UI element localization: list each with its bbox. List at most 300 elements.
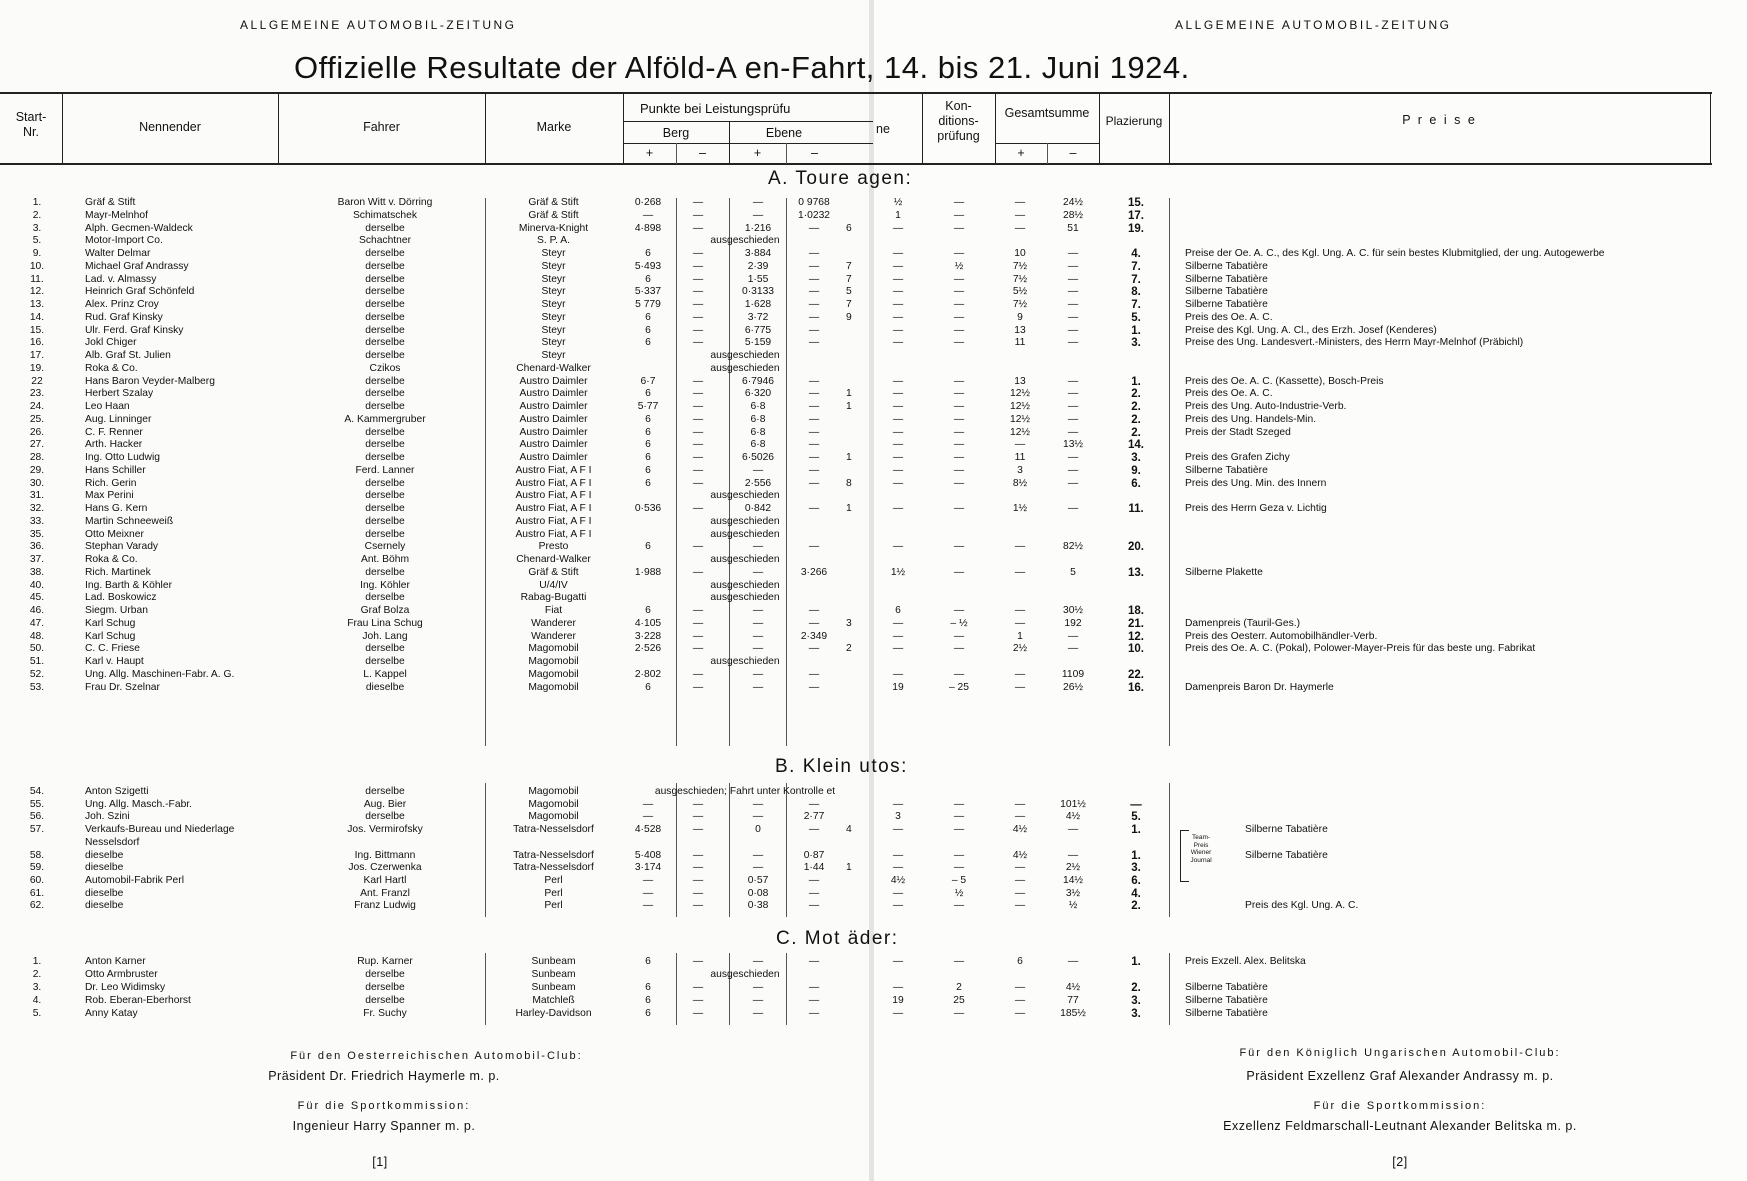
cell-berg-minus: — — [692, 1007, 704, 1019]
footer-right-name: Exzellenz Feldmarschall-Leutnant Alexander Belitska m. p. — [1223, 1119, 1577, 1133]
cell-preise: Preise des Kgl. Ung. A. Cl., des Erzh. Josef (Kenderes) — [1185, 324, 1437, 336]
cell-start-nr: 19. — [29, 362, 45, 374]
cell-marke: Perl — [544, 887, 563, 899]
table-row — [0, 968, 1747, 982]
cell-gesamt-plus: 2½ — [1012, 643, 1028, 655]
footer-left-page: [1] — [372, 1155, 388, 1169]
cell-nennender: Karl Schug — [85, 630, 136, 642]
cell-gesamt-plus: — — [1014, 222, 1026, 234]
cell-ne: — — [892, 248, 904, 259]
cell-plazierung: 17. — [1128, 209, 1144, 222]
cell-ebene-minus: — — [808, 464, 820, 476]
cell-ebene-minus: — — [808, 541, 820, 553]
cell-ebene-minus: — — [808, 798, 820, 810]
cell-ebene-plus: 1·628 — [744, 299, 772, 310]
cell-ebene-minus: — — [808, 887, 820, 899]
cell-gesamt-plus: — — [1014, 209, 1026, 221]
cell-ne: 1 — [895, 209, 901, 221]
berg-minus: – — [699, 146, 706, 160]
cell-start-nr: 11. — [30, 273, 44, 285]
cell-ne: — — [892, 956, 904, 967]
cell-preise: Preis des Oe. A. C. (Kassette), Bosch-Preis — [1185, 375, 1384, 387]
cell-extra: 1 — [846, 503, 852, 514]
cell-berg-plus: 4·528 — [634, 824, 662, 836]
cell-ebene-plus: 0·842 — [744, 503, 772, 514]
cell-plazierung: 2. — [1131, 981, 1141, 994]
cell-preise: Damenpreis (Tauril-Ges.) — [1185, 617, 1301, 629]
cell-status-note: ausgeschieden — [710, 592, 780, 604]
cell-berg-minus: — — [692, 874, 704, 886]
cell-preise: Preis des Herrn Geza v. Lichtig — [1185, 503, 1327, 514]
cell-ne: 3 — [895, 811, 901, 823]
cell-gesamt-plus: — — [1014, 668, 1026, 680]
cell-konditions: – 25 — [948, 681, 970, 693]
cell-plazierung: 3. — [1131, 337, 1141, 350]
cell-gesamt-plus: 5½ — [1012, 286, 1028, 298]
cell-plazierung: 3. — [1131, 862, 1141, 875]
cell-nennender: Otto Meixner — [85, 528, 144, 540]
cell-gesamt-plus: 8½ — [1012, 477, 1028, 489]
cell-berg-minus: — — [692, 426, 704, 438]
cell-fahrer: derselbe — [365, 401, 405, 412]
col-header-gesamt: Gesamtsumme — [1004, 106, 1090, 120]
section-a-heading: A. Toure agen: — [768, 168, 913, 189]
cell-preise: Silberne Tabatière — [1185, 273, 1268, 285]
cell-plazierung: 2. — [1131, 900, 1141, 913]
cell-extra: 7 — [846, 299, 852, 310]
cell-nennender: Rob. Eberan-Eberhorst — [85, 994, 191, 1006]
cell-gesamt-minus: — — [1067, 630, 1079, 642]
cell-plazierung: 13. — [1128, 566, 1144, 579]
cell-ne: — — [892, 273, 904, 285]
cell-berg-minus: — — [692, 401, 704, 412]
cell-berg-plus: 6 — [645, 452, 651, 463]
cell-ne: — — [892, 299, 904, 310]
cell-nennender: dieselbe — [85, 900, 124, 912]
cell-berg-plus: 3·174 — [634, 862, 662, 874]
cell-ebene-minus: 2·77 — [803, 811, 825, 823]
cell-ne: — — [892, 452, 904, 463]
cell-gesamt-plus: — — [1014, 811, 1026, 823]
cell-ne: — — [892, 426, 904, 438]
cell-ebene-plus: 3·884 — [744, 248, 772, 259]
cell-gesamt-minus: 30½ — [1062, 605, 1084, 616]
footer-left-name: Ingenieur Harry Spanner m. p. — [292, 1119, 476, 1133]
cell-gesamt-minus: 14½ — [1062, 874, 1084, 886]
cell-plazierung: 12. — [1128, 630, 1144, 643]
cell-ebene-plus: — — [752, 798, 764, 810]
cell-start-nr: 10. — [29, 260, 45, 272]
cell-gesamt-plus: 3 — [1017, 464, 1023, 476]
cell-marke: Chenard-Walker — [516, 362, 591, 374]
cell-gesamt-plus: — — [1014, 862, 1026, 874]
cell-gesamt-minus: — — [1067, 375, 1079, 387]
cell-berg-minus: — — [692, 981, 704, 993]
cell-fahrer: Rup. Karner — [357, 956, 413, 967]
cell-gesamt-minus: 24½ — [1062, 197, 1084, 208]
cell-berg-minus: — — [692, 956, 704, 967]
cell-plazierung: 6. — [1131, 477, 1141, 490]
cell-plazierung: — — [1130, 798, 1142, 811]
table-row — [0, 1007, 1747, 1021]
cell-berg-plus: 5·408 — [634, 849, 662, 861]
cell-gesamt-plus: 12½ — [1009, 388, 1031, 400]
cell-ne: — — [892, 401, 904, 412]
cell-berg-plus: 6 — [645, 388, 651, 400]
cell-preise: Silberne Tabatière — [1245, 849, 1328, 861]
cell-nennender: Hans Schiller — [85, 464, 146, 476]
cell-berg-plus: 6 — [645, 541, 651, 553]
cell-konditions: ½ — [954, 887, 964, 899]
cell-ebene-minus: 2·349 — [800, 630, 828, 642]
cell-status-note: ausgeschieden — [710, 235, 780, 247]
cell-start-nr: 28. — [29, 452, 45, 463]
cell-marke: Magomobil — [528, 798, 579, 810]
cell-status-note: ausgeschieden — [710, 362, 780, 374]
ebene-plus: + — [753, 146, 762, 160]
cell-konditions: — — [953, 413, 965, 425]
cell-ne: — — [892, 849, 904, 861]
cell-nennender: Jokl Chiger — [85, 337, 137, 349]
cell-ne: — — [892, 824, 904, 836]
cell-start-nr: 31. — [29, 490, 45, 502]
cell-gesamt-minus: 192 — [1064, 617, 1082, 629]
cell-marke: Magomobil — [528, 668, 579, 680]
cell-status-note: ausgeschieden — [710, 350, 780, 361]
cell-fahrer: derselbe — [365, 260, 405, 272]
cell-start-nr: 54. — [29, 786, 45, 797]
cell-berg-minus: — — [692, 260, 704, 272]
cell-marke: Austro Daimler — [519, 439, 588, 451]
cell-ebene-minus: 0·87 — [803, 849, 825, 861]
cell-berg-minus: — — [692, 311, 704, 323]
cell-fahrer: Aug. Bier — [363, 798, 407, 810]
cell-preise: Silberne Tabatière — [1185, 464, 1268, 476]
cell-nennender: Roka & Co. — [85, 362, 138, 374]
cell-fahrer: Ferd. Lanner — [355, 464, 415, 476]
cell-marke: Steyr — [541, 273, 566, 285]
gesamt-minus: – — [1069, 146, 1077, 160]
cell-gesamt-plus: — — [1014, 605, 1026, 616]
cell-start-nr: 26. — [29, 426, 45, 438]
cell-fahrer: derselbe — [365, 324, 405, 336]
cell-gesamt-minus: 2½ — [1065, 862, 1081, 874]
cell-plazierung: 1. — [1131, 824, 1141, 837]
footer-right-president: Präsident Exzellenz Graf Alexander Andrassy m. p. — [1246, 1069, 1554, 1083]
cell-plazierung: 16. — [1128, 681, 1144, 694]
cell-gesamt-minus: — — [1067, 311, 1079, 323]
cell-ebene-minus: — — [808, 388, 820, 400]
header-sub-rule-2 — [623, 143, 873, 144]
cell-konditions: — — [953, 273, 965, 285]
cell-fahrer: Csernely — [364, 541, 406, 553]
cell-marke: Austro Fiat, A F I — [515, 477, 592, 489]
cell-plazierung: 15. — [1128, 197, 1144, 209]
cell-start-nr: 24. — [29, 401, 45, 412]
cell-plazierung: 3. — [1131, 452, 1141, 464]
cell-berg-minus: — — [692, 566, 704, 578]
col-header-marke: Marke — [536, 120, 572, 134]
cell-ebene-minus: — — [808, 681, 820, 693]
cell-ne: 19 — [892, 994, 904, 1006]
cell-preise: Silberne Tabatière — [1185, 1007, 1268, 1019]
cell-berg-plus: — — [642, 811, 654, 823]
cell-preise: Preis des Ung. Handels-Min. — [1185, 413, 1317, 425]
cell-berg-minus: — — [692, 668, 704, 680]
cell-extra: 3 — [846, 617, 852, 629]
cell-start-nr: 51. — [29, 656, 45, 667]
cell-marke: Gräf & Stift — [528, 197, 579, 208]
cell-berg-plus: 6 — [645, 981, 651, 993]
cell-fahrer: L. Kappel — [363, 668, 407, 680]
cell-gesamt-plus: 4½ — [1012, 824, 1028, 836]
cell-gesamt-plus: 13 — [1014, 375, 1026, 387]
cell-konditions: — — [953, 1007, 965, 1019]
cell-marke: Harley-Davidson — [515, 1007, 592, 1019]
cell-berg-minus: — — [692, 503, 704, 514]
cell-konditions: — — [953, 605, 965, 616]
cell-gesamt-minus: 4½ — [1065, 981, 1081, 993]
cell-gesamt-plus: — — [1014, 874, 1026, 886]
col-header-ne: ne — [876, 122, 890, 136]
cell-fahrer: derselbe — [365, 981, 405, 993]
cell-ebene-minus: — — [808, 439, 820, 451]
cell-gesamt-minus: — — [1067, 464, 1079, 476]
cell-berg-minus: — — [692, 452, 704, 463]
cell-ebene-plus: — — [752, 209, 764, 221]
cell-gesamt-plus: 10 — [1014, 248, 1026, 259]
cell-gesamt-minus: 51 — [1067, 222, 1079, 234]
cell-start-nr: 5. — [32, 235, 42, 247]
cell-ebene-plus: — — [752, 668, 764, 680]
cell-ebene-plus: 1·55 — [747, 273, 769, 285]
cell-start-nr: 23. — [29, 388, 45, 400]
cell-berg-minus: — — [692, 630, 704, 642]
cell-nennender: Motor-Import Co. — [85, 235, 163, 247]
cell-marke: Chenard-Walker — [516, 554, 591, 565]
cell-start-nr: 61. — [29, 887, 45, 899]
cell-nennender: C. F. Renner — [85, 426, 143, 438]
cell-fahrer: derselbe — [365, 375, 405, 387]
cell-ne: — — [892, 311, 904, 323]
cell-gesamt-plus: 4½ — [1012, 849, 1028, 861]
cell-gesamt-plus: 12½ — [1009, 413, 1031, 425]
cell-marke: Austro Fiat, A F I — [515, 464, 592, 476]
cell-ne: — — [892, 439, 904, 451]
cell-gesamt-minus: — — [1067, 337, 1079, 349]
cell-plazierung: 21. — [1128, 617, 1144, 630]
cell-fahrer: Graf Bolza — [360, 605, 410, 616]
cell-nennender: Nesselsdorf — [85, 836, 140, 848]
cell-start-nr: 56. — [29, 811, 45, 823]
cell-ebene-plus: — — [752, 681, 764, 693]
cell-konditions: — — [953, 222, 965, 234]
cell-plazierung: 7. — [1131, 273, 1141, 286]
cell-start-nr: 46. — [29, 605, 45, 616]
cell-start-nr: 27. — [29, 439, 45, 451]
cell-gesamt-minus: 5 — [1070, 566, 1076, 578]
cell-marke: Magomobil — [528, 811, 579, 823]
cell-fahrer: Ing. Köhler — [360, 579, 410, 591]
cell-start-nr: 59. — [29, 862, 45, 874]
cell-ebene-plus: 2·39 — [747, 260, 769, 272]
cell-berg-minus: — — [692, 541, 704, 553]
cell-nennender: Leo Haan — [85, 401, 130, 412]
cell-ebene-plus: — — [752, 862, 764, 874]
cell-preise: Damenpreis Baron Dr. Haymerle — [1185, 681, 1334, 693]
cell-ebene-minus: — — [808, 413, 820, 425]
cell-start-nr: 45. — [29, 592, 45, 604]
cell-marke: Steyr — [541, 350, 566, 361]
cell-extra: 4 — [846, 824, 852, 836]
cell-gesamt-plus: — — [1014, 617, 1026, 629]
cell-gesamt-plus: — — [1014, 197, 1026, 208]
cell-marke: Sunbeam — [531, 968, 576, 980]
cell-marke: S. P. A. — [536, 235, 570, 247]
cell-fahrer: A. Kammergruber — [344, 413, 426, 425]
cell-ne: — — [892, 862, 904, 874]
cell-marke: Steyr — [541, 311, 566, 323]
cell-ebene-minus: 1·44 — [803, 862, 825, 874]
cell-fahrer: derselbe — [365, 286, 405, 298]
cell-berg-plus: 4·105 — [634, 617, 662, 629]
cell-nennender: Arth. Hacker — [85, 439, 143, 451]
cell-fahrer: Joh. Lang — [362, 630, 408, 642]
cell-plazierung: 2. — [1131, 401, 1141, 413]
cell-status-note: ausgeschieden — [710, 515, 780, 527]
cell-fahrer: derselbe — [365, 452, 405, 463]
cell-ebene-minus: — — [808, 503, 820, 514]
cell-gesamt-minus: — — [1067, 260, 1079, 272]
cell-nennender: C. C. Friese — [85, 643, 140, 655]
cell-konditions: — — [953, 798, 965, 810]
cell-extra: 6 — [846, 222, 852, 234]
cell-ebene-minus: 3·266 — [800, 566, 828, 578]
cell-marke: Matchleß — [532, 994, 575, 1006]
cell-nennender: Ing. Otto Ludwig — [85, 452, 160, 463]
cell-ebene-plus: 6·8 — [750, 413, 766, 425]
cell-marke: Minerva-Knight — [518, 222, 589, 234]
cell-gesamt-minus: — — [1067, 248, 1079, 259]
cell-extra: 2 — [846, 643, 852, 655]
cell-plazierung: 20. — [1128, 541, 1144, 554]
cell-preise: Silberne Plakette — [1185, 566, 1263, 578]
cell-berg-minus: — — [692, 605, 704, 616]
cell-ebene-minus: — — [808, 311, 820, 323]
cell-berg-minus: — — [692, 413, 704, 425]
cell-status-note: ausgeschieden; Fahrt unter Kontrolle et — [654, 786, 836, 797]
cell-ebene-minus: — — [808, 994, 820, 1006]
cell-plazierung: 18. — [1128, 605, 1144, 617]
section-c-heading: C. Mot äder: — [776, 928, 899, 949]
cell-ebene-minus: — — [808, 286, 820, 298]
berg-plus: + — [645, 146, 654, 160]
cell-nennender: Rud. Graf Kinsky — [85, 311, 163, 323]
cell-ne: — — [892, 541, 904, 553]
footer-left-club: Für den Oesterreichischen Automobil-Club: — [290, 1050, 583, 1062]
cell-fahrer: derselbe — [365, 968, 405, 980]
col-header-start: Start- Nr. — [15, 110, 47, 139]
cell-berg-plus: 6 — [645, 273, 651, 285]
cell-berg-plus: 6 — [645, 681, 651, 693]
cell-extra: 9 — [846, 311, 852, 323]
cell-berg-minus: — — [692, 197, 704, 208]
cell-marke: Magomobil — [528, 643, 579, 655]
cell-start-nr: 25. — [29, 413, 45, 425]
cell-fahrer: derselbe — [365, 592, 405, 604]
col-divider — [1169, 92, 1170, 164]
cell-gesamt-minus: — — [1067, 477, 1079, 489]
cell-fahrer: derselbe — [365, 786, 405, 797]
cell-marke: Austro Daimler — [519, 375, 588, 387]
cell-gesamt-plus: — — [1014, 566, 1026, 578]
cell-berg-plus: 6 — [645, 413, 651, 425]
cell-konditions: — — [953, 503, 965, 514]
cell-berg-minus: — — [692, 324, 704, 336]
cell-start-nr: 36. — [29, 541, 45, 553]
cell-fahrer: derselbe — [365, 299, 405, 310]
cell-fahrer: derselbe — [365, 248, 405, 259]
col-header-fahrer: Fahrer — [363, 120, 400, 134]
cell-nennender: Anton Karner — [85, 956, 146, 967]
cell-fahrer: derselbe — [365, 388, 405, 400]
cell-konditions: — — [953, 811, 965, 823]
cell-status-note: ausgeschieden — [710, 554, 780, 565]
cell-preise: Silberne Tabatière — [1245, 824, 1328, 836]
cell-start-nr: 4. — [32, 994, 42, 1006]
cell-ebene-plus: 6·5026 — [741, 452, 775, 463]
cell-konditions: ½ — [954, 260, 964, 272]
cell-nennender: Rich. Gerin — [85, 477, 137, 489]
cell-marke: Magomobil — [528, 681, 579, 693]
cell-ebene-minus: — — [808, 248, 820, 259]
cell-ebene-minus: — — [808, 426, 820, 438]
table-row — [0, 681, 1747, 695]
cell-start-nr: 52. — [29, 668, 45, 680]
cell-konditions: — — [953, 849, 965, 861]
cell-nennender: Karl Schug — [85, 617, 136, 629]
cell-konditions: 2 — [956, 981, 962, 993]
cell-gesamt-minus: — — [1067, 324, 1079, 336]
cell-marke: Steyr — [541, 286, 566, 298]
cell-berg-plus: 6 — [645, 311, 651, 323]
cell-gesamt-plus: — — [1014, 994, 1026, 1006]
cell-fahrer: Frau Lina Schug — [347, 617, 423, 629]
cell-ebene-plus: 6·8 — [750, 426, 766, 438]
cell-marke: Tatra-Nesselsdorf — [513, 862, 594, 874]
cell-berg-minus: — — [692, 286, 704, 298]
cell-start-nr: 17. — [29, 350, 45, 361]
cell-konditions: — — [953, 197, 965, 208]
cell-konditions: — — [953, 956, 965, 967]
cell-gesamt-minus: 26½ — [1062, 681, 1084, 693]
cell-nennender: Mayr-Melnhof — [85, 209, 148, 221]
cell-berg-minus: — — [692, 464, 704, 476]
cell-berg-plus: 6 — [645, 994, 651, 1006]
cell-gesamt-minus: — — [1067, 388, 1079, 400]
cell-ebene-minus: — — [808, 452, 820, 463]
cell-gesamt-plus: 12½ — [1009, 401, 1031, 412]
cell-konditions: — — [953, 862, 965, 874]
cell-status-note: ausgeschieden — [710, 579, 780, 591]
cell-gesamt-plus: — — [1014, 798, 1026, 810]
cell-gesamt-minus: — — [1067, 413, 1079, 425]
cell-ne: — — [892, 643, 904, 655]
cell-ebene-minus: — — [808, 956, 820, 967]
cell-start-nr: 13. — [29, 299, 45, 310]
cell-fahrer: derselbe — [365, 656, 405, 667]
cell-ne: — — [892, 798, 904, 810]
